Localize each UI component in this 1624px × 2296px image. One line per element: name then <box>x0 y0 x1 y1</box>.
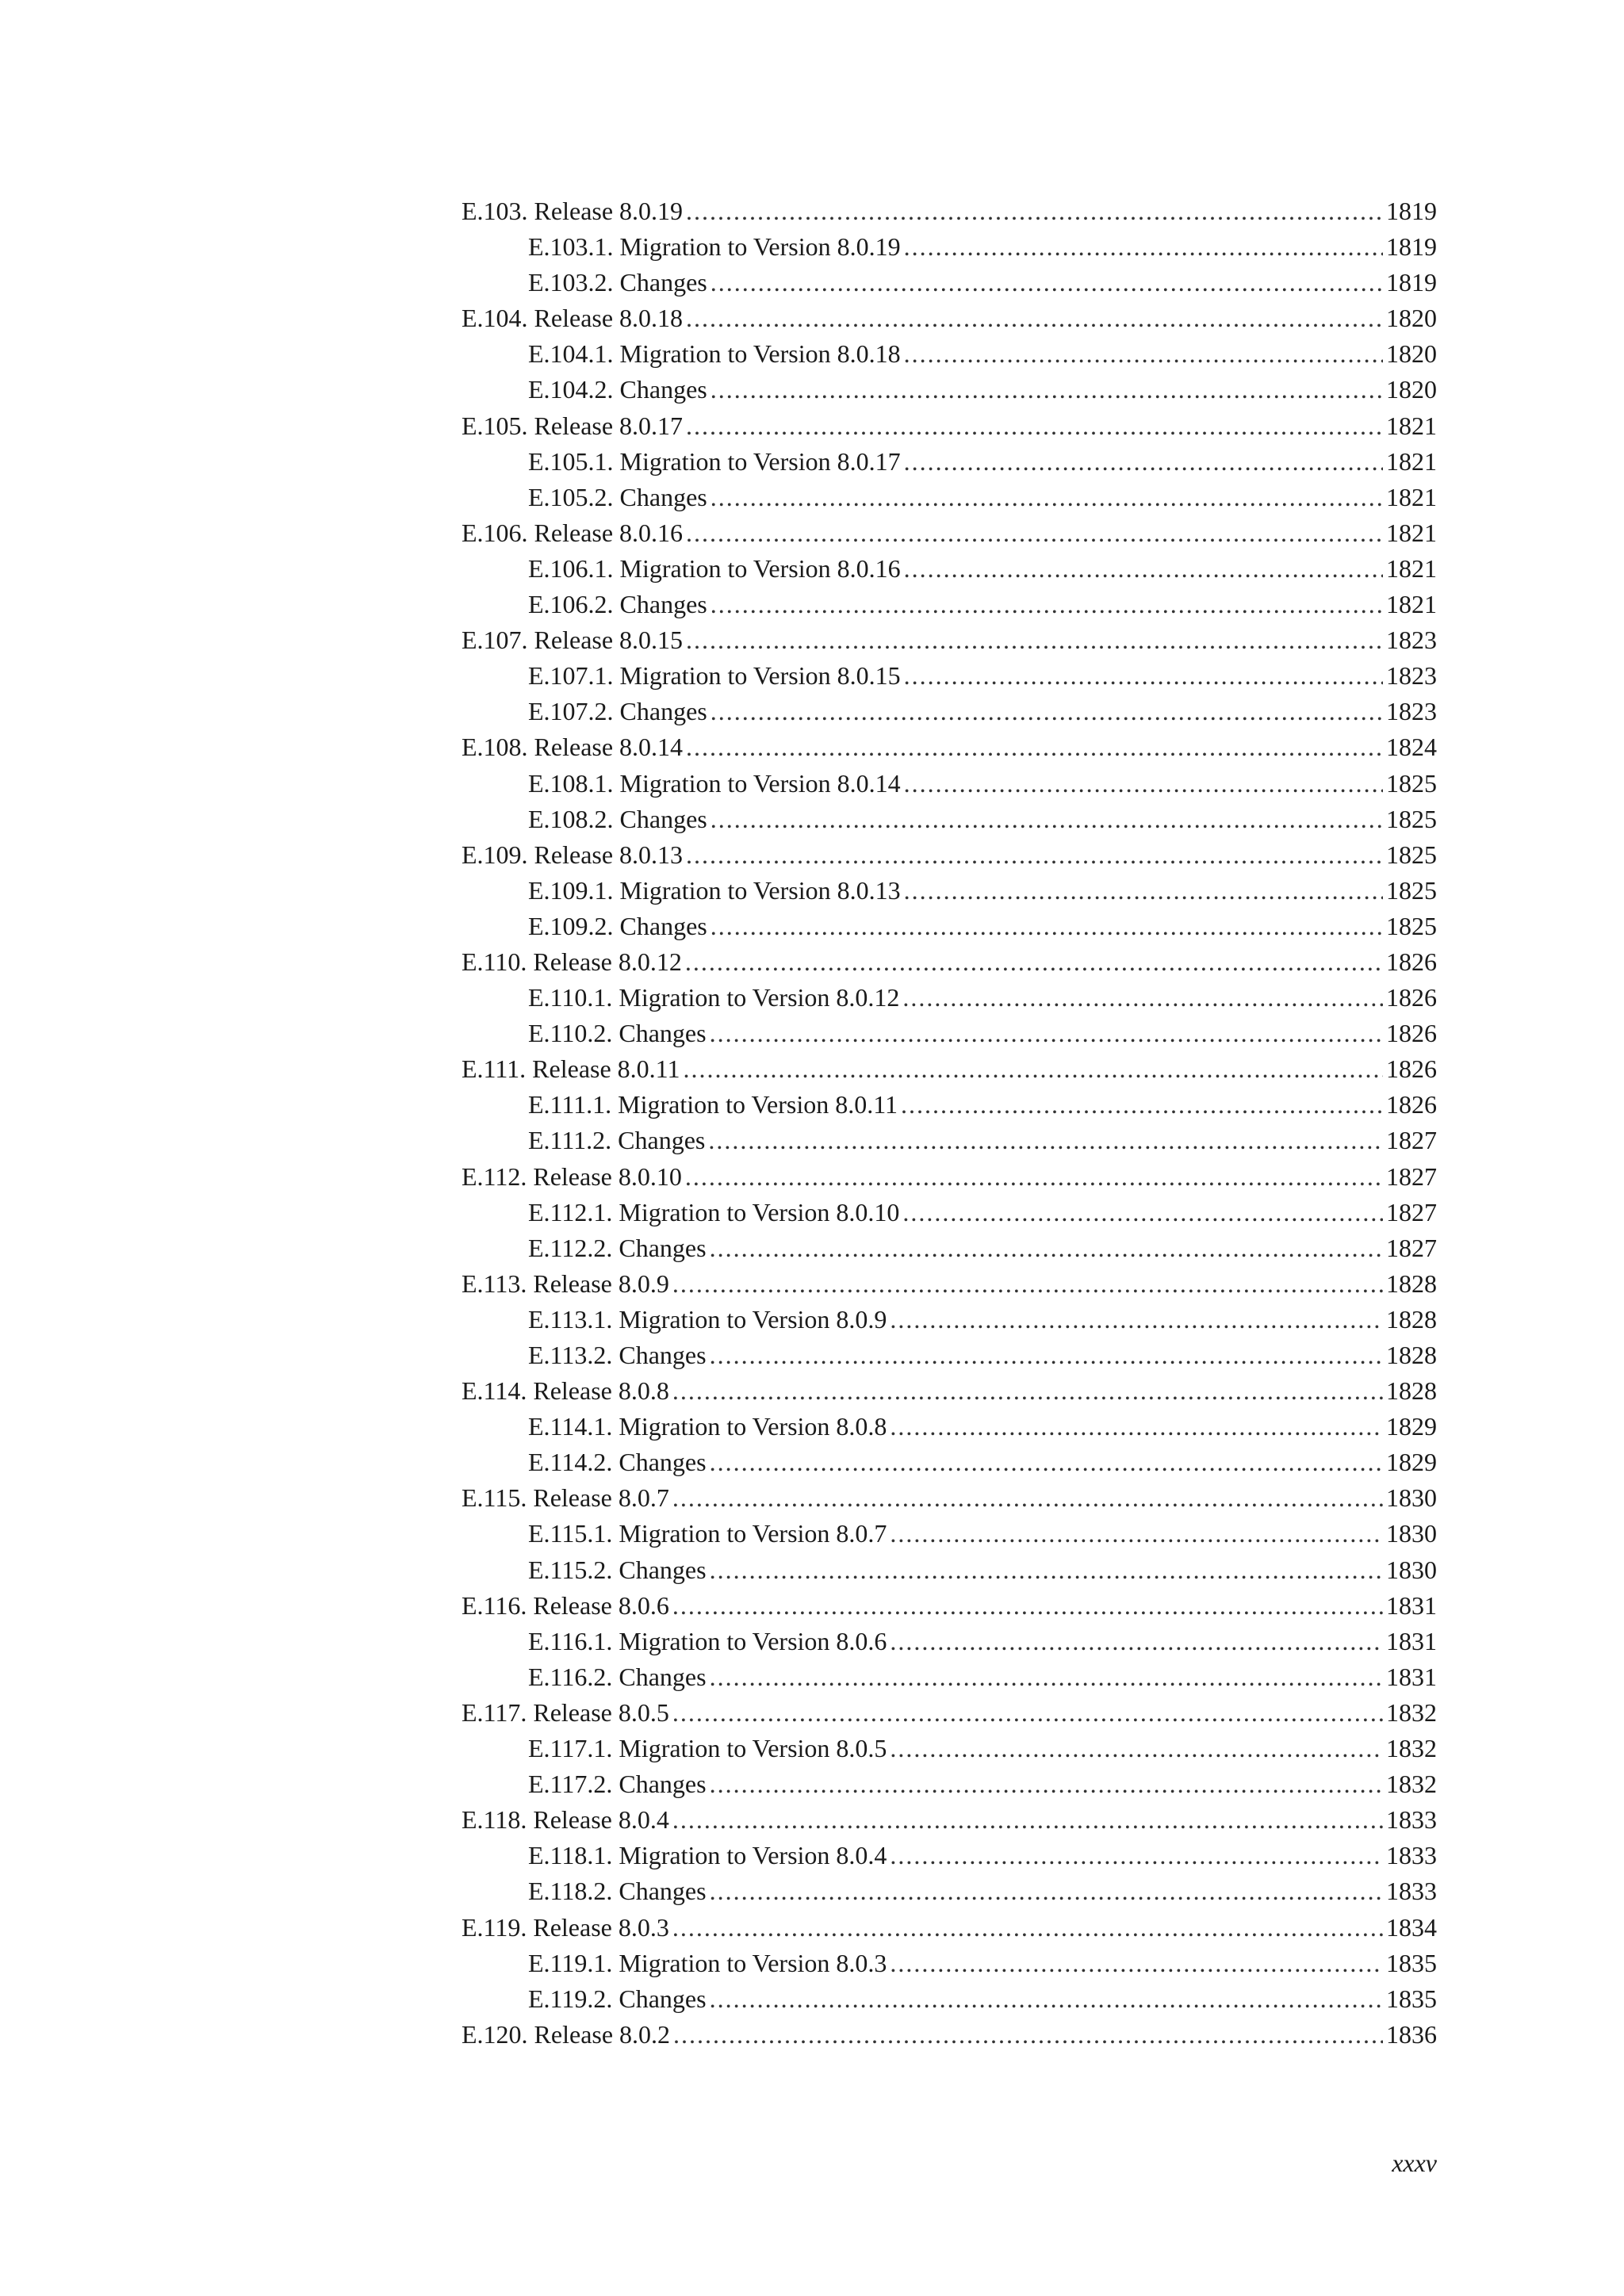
toc-entry[interactable] <box>462 1159 1437 1195</box>
toc-entry-label: E.118. Release 8.0.4 <box>462 1805 669 1835</box>
toc-entry-label: E.118.1. Migration to Version 8.0.4 <box>528 1841 887 1870</box>
toc-subentry[interactable] <box>462 336 1437 372</box>
toc-subentry[interactable] <box>462 265 1437 300</box>
toc-entry-page: 1826 <box>1386 947 1437 976</box>
toc-entry-page: 1828 <box>1386 1304 1437 1334</box>
toc-entry-page: 1836 <box>1386 2019 1437 2049</box>
toc-subentry[interactable] <box>462 873 1437 909</box>
toc-entry-label: E.107.1. Migration to Version 8.0.15 <box>528 661 901 691</box>
toc-subentry[interactable] <box>462 1946 1437 1981</box>
toc-entry-page: 1828 <box>1386 1341 1437 1369</box>
toc-entry-page: 1826 <box>1386 1090 1437 1119</box>
toc-entry-label: E.109.2. Changes <box>528 911 707 940</box>
toc-entry[interactable] <box>462 1266 1437 1302</box>
dot-leader <box>890 1838 1383 1873</box>
dot-leader <box>672 1695 1383 1731</box>
toc-entry-label: E.111. Release 8.0.11 <box>462 1054 680 1084</box>
toc-entry-page: 1833 <box>1386 1805 1437 1835</box>
toc-entry-page: 1827 <box>1386 1197 1437 1226</box>
toc-entry-label: E.119. Release 8.0.3 <box>462 1912 669 1942</box>
toc-subentry[interactable] <box>462 1087 1437 1123</box>
toc-entry-page: 1829 <box>1386 1448 1437 1477</box>
dot-leader <box>685 944 1383 980</box>
toc-entry-label: E.103.2. Changes <box>528 268 707 297</box>
dot-leader <box>672 1802 1383 1838</box>
toc-entry-page: 1827 <box>1386 1126 1437 1155</box>
toc-subentry[interactable] <box>462 1731 1437 1766</box>
dot-leader <box>686 408 1383 444</box>
toc-entry-page: 1825 <box>1386 911 1437 940</box>
toc-entry-label: E.111.1. Migration to Version 8.0.11 <box>528 1090 898 1119</box>
toc-entry-label: E.108.1. Migration to Version 8.0.14 <box>528 768 901 798</box>
toc-subentry[interactable] <box>462 980 1437 1016</box>
dot-leader <box>904 336 1383 372</box>
toc-entry-label: E.105. Release 8.0.17 <box>462 411 684 440</box>
toc-entry-page: 1833 <box>1386 1877 1437 1906</box>
toc-entry-label: E.115. Release 8.0.7 <box>462 1483 669 1513</box>
dot-leader <box>672 1373 1383 1409</box>
toc-entry-label: E.115.2. Changes <box>528 1555 707 1584</box>
toc-subentry[interactable] <box>462 1123 1437 1158</box>
toc-entry-label: E.107.2. Changes <box>528 697 707 726</box>
dot-leader <box>710 587 1383 622</box>
toc-entry[interactable] <box>462 1480 1437 1516</box>
toc-entry-page: 1821 <box>1386 446 1437 476</box>
dot-leader <box>890 1409 1383 1445</box>
toc-entry-label: E.109. Release 8.0.13 <box>462 840 684 869</box>
toc-entry[interactable] <box>462 1051 1437 1087</box>
toc-entry[interactable] <box>462 515 1437 551</box>
toc-subentry[interactable] <box>462 1552 1437 1588</box>
dot-leader <box>710 1873 1383 1909</box>
toc-entry-label: E.110.2. Changes <box>528 1019 707 1048</box>
toc-entry-page: 1834 <box>1386 1912 1437 1942</box>
toc-subentry[interactable] <box>462 372 1437 408</box>
toc-entry-page: 1825 <box>1386 804 1437 833</box>
dot-leader <box>902 980 1383 1016</box>
toc-subentry[interactable] <box>462 1516 1437 1552</box>
toc-entry-page: 1820 <box>1386 304 1437 333</box>
toc-entry-label: E.117.1. Migration to Version 8.0.5 <box>528 1734 887 1763</box>
dot-leader <box>686 729 1383 765</box>
toc-entry[interactable] <box>462 1588 1437 1624</box>
toc-entry-label: E.105.2. Changes <box>528 482 707 511</box>
toc-entry-label: E.105.1. Migration to Version 8.0.17 <box>528 446 901 476</box>
toc-subentry[interactable] <box>462 1873 1437 1909</box>
dot-leader <box>710 694 1383 729</box>
toc-entry-label: E.114.1. Migration to Version 8.0.8 <box>528 1412 887 1441</box>
dot-leader <box>683 1051 1383 1087</box>
toc-entry[interactable] <box>462 944 1437 980</box>
dot-leader <box>890 1302 1383 1337</box>
toc-entry-page: 1826 <box>1386 1019 1437 1048</box>
dot-leader <box>710 480 1383 515</box>
dot-leader <box>710 1766 1383 1802</box>
toc-entry-page: 1830 <box>1386 1555 1437 1584</box>
toc-subentry[interactable] <box>462 1981 1437 2017</box>
dot-leader <box>710 1337 1383 1373</box>
dot-leader <box>710 1552 1383 1588</box>
toc-entry-label: E.116. Release 8.0.6 <box>462 1590 669 1620</box>
toc-entry-label: E.115.1. Migration to Version 8.0.7 <box>528 1519 887 1548</box>
toc-entry-page: 1825 <box>1386 875 1437 905</box>
toc-entry-page: 1825 <box>1386 768 1437 798</box>
toc-entry-page: 1821 <box>1386 482 1437 511</box>
toc-entry[interactable] <box>462 193 1437 229</box>
toc-subentry[interactable] <box>462 658 1437 694</box>
toc-entry[interactable] <box>462 1802 1437 1838</box>
dot-leader <box>710 909 1383 944</box>
table-of-contents <box>462 193 1437 2053</box>
toc-entry[interactable] <box>462 1910 1437 1946</box>
dot-leader <box>672 1266 1383 1302</box>
toc-entry-label: E.110.1. Migration to Version 8.0.12 <box>528 983 900 1012</box>
toc-subentry[interactable] <box>462 1409 1437 1445</box>
toc-entry-page: 1820 <box>1386 339 1437 369</box>
toc-entry-label: E.116.2. Changes <box>528 1662 707 1691</box>
toc-entry-label: E.106.2. Changes <box>528 590 707 619</box>
dot-leader <box>686 515 1383 551</box>
toc-entry-page: 1826 <box>1386 983 1437 1012</box>
dot-leader <box>686 193 1383 229</box>
toc-entry-page: 1819 <box>1386 197 1437 225</box>
toc-entry-label: E.117. Release 8.0.5 <box>462 1697 669 1727</box>
toc-entry-label: E.111.2. Changes <box>528 1126 706 1155</box>
dot-leader <box>672 1480 1383 1516</box>
toc-entry-label: E.103.1. Migration to Version 8.0.19 <box>528 232 901 262</box>
toc-subentry[interactable] <box>462 551 1437 587</box>
toc-entry[interactable] <box>462 1695 1437 1731</box>
dot-leader <box>904 229 1383 265</box>
toc-entry-page: 1821 <box>1386 411 1437 440</box>
toc-entry-label: E.113.2. Changes <box>528 1341 707 1369</box>
toc-entry-label: E.107. Release 8.0.15 <box>462 626 684 655</box>
dot-leader <box>710 1981 1383 2017</box>
toc-subentry[interactable] <box>462 587 1437 622</box>
toc-subentry[interactable] <box>462 1766 1437 1802</box>
toc-subentry[interactable] <box>462 1230 1437 1266</box>
toc-subentry[interactable] <box>462 1016 1437 1051</box>
toc-entry-page: 1833 <box>1386 1841 1437 1870</box>
toc-entry-label: E.120. Release 8.0.2 <box>462 2019 671 2049</box>
toc-entry-label: E.112. Release 8.0.10 <box>462 1161 682 1191</box>
dot-leader <box>710 1230 1383 1266</box>
dot-leader <box>710 265 1383 300</box>
dot-leader <box>904 551 1383 587</box>
toc-entry-page: 1832 <box>1386 1770 1437 1799</box>
dot-leader <box>890 1731 1383 1766</box>
toc-entry[interactable] <box>462 729 1437 765</box>
toc-entry-page: 1823 <box>1386 697 1437 726</box>
toc-entry[interactable] <box>462 622 1437 658</box>
toc-entry-label: E.104.2. Changes <box>528 375 707 404</box>
toc-entry-label: E.118.2. Changes <box>528 1877 707 1906</box>
toc-entry-page: 1819 <box>1386 232 1437 262</box>
dot-leader <box>685 1159 1383 1195</box>
dot-leader <box>672 1910 1383 1946</box>
toc-entry-label: E.109.1. Migration to Version 8.0.13 <box>528 875 901 905</box>
toc-entry-page: 1823 <box>1386 626 1437 655</box>
toc-entry-page: 1825 <box>1386 840 1437 869</box>
toc-entry-label: E.106. Release 8.0.16 <box>462 518 684 547</box>
toc-entry-page: 1827 <box>1386 1161 1437 1191</box>
dot-leader <box>904 873 1383 909</box>
toc-subentry[interactable] <box>462 694 1437 729</box>
dot-leader <box>710 1445 1383 1480</box>
toc-entry-label: E.116.1. Migration to Version 8.0.6 <box>528 1626 887 1655</box>
dot-leader <box>710 802 1383 837</box>
dot-leader <box>904 444 1383 480</box>
dot-leader <box>673 2017 1383 2053</box>
toc-subentry[interactable] <box>462 909 1437 944</box>
dot-leader <box>890 1516 1383 1552</box>
toc-subentry[interactable] <box>462 1659 1437 1695</box>
toc-entry-page: 1831 <box>1386 1590 1437 1620</box>
toc-subentry[interactable] <box>462 444 1437 480</box>
dot-leader <box>708 1123 1383 1158</box>
toc-entry-label: E.110. Release 8.0.12 <box>462 947 682 976</box>
toc-entry-label: E.103. Release 8.0.19 <box>462 197 684 225</box>
toc-entry-label: E.119.1. Migration to Version 8.0.3 <box>528 1948 887 1977</box>
toc-entry-page: 1826 <box>1386 1054 1437 1084</box>
toc-entry-page: 1828 <box>1386 1269 1437 1298</box>
toc-entry-page: 1827 <box>1386 1233 1437 1262</box>
toc-entry-page: 1821 <box>1386 518 1437 547</box>
toc-subentry[interactable] <box>462 1195 1437 1230</box>
dot-leader <box>710 1016 1383 1051</box>
toc-entry-page: 1828 <box>1386 1376 1437 1406</box>
toc-entry-label: E.112.1. Migration to Version 8.0.10 <box>528 1197 900 1226</box>
dot-leader <box>672 1588 1383 1624</box>
dot-leader <box>890 1624 1383 1659</box>
toc-entry-page: 1835 <box>1386 1984 1437 2013</box>
toc-subentry[interactable] <box>462 1624 1437 1659</box>
toc-entry-page: 1821 <box>1386 590 1437 619</box>
dot-leader <box>890 1946 1383 1981</box>
toc-subentry[interactable] <box>462 766 1437 802</box>
toc-entry-page: 1819 <box>1386 268 1437 297</box>
toc-entry-label: E.119.2. Changes <box>528 1984 707 2013</box>
toc-entry-page: 1830 <box>1386 1483 1437 1513</box>
toc-entry-label: E.113. Release 8.0.9 <box>462 1269 669 1298</box>
toc-entry-label: E.108.2. Changes <box>528 804 707 833</box>
toc-entry[interactable] <box>462 837 1437 873</box>
toc-entry[interactable] <box>462 2017 1437 2053</box>
toc-entry-page: 1820 <box>1386 375 1437 404</box>
toc-entry-page: 1832 <box>1386 1697 1437 1727</box>
dot-leader <box>686 837 1383 873</box>
toc-entry-label: E.114. Release 8.0.8 <box>462 1376 669 1406</box>
toc-entry-page: 1823 <box>1386 661 1437 691</box>
toc-entry-label: E.114.2. Changes <box>528 1448 707 1477</box>
dot-leader <box>710 1659 1383 1695</box>
toc-entry-label: E.112.2. Changes <box>528 1233 707 1262</box>
toc-subentry[interactable] <box>462 229 1437 265</box>
dot-leader <box>686 622 1383 658</box>
toc-entry-label: E.113.1. Migration to Version 8.0.9 <box>528 1304 887 1334</box>
dot-leader <box>902 1195 1383 1230</box>
toc-entry-page: 1831 <box>1386 1626 1437 1655</box>
toc-entry-page: 1835 <box>1386 1948 1437 1977</box>
toc-subentry[interactable] <box>462 1445 1437 1480</box>
toc-entry-page: 1821 <box>1386 553 1437 583</box>
toc-entry-label: E.104.1. Migration to Version 8.0.18 <box>528 339 901 369</box>
dot-leader <box>904 658 1383 694</box>
toc-entry-label: E.117.2. Changes <box>528 1770 707 1799</box>
toc-entry-page: 1829 <box>1386 1412 1437 1441</box>
toc-subentry[interactable] <box>462 802 1437 837</box>
toc-entry[interactable] <box>462 1373 1437 1409</box>
page-number: xxxv <box>1392 2149 1437 2177</box>
toc-entry-page: 1830 <box>1386 1519 1437 1548</box>
toc-entry[interactable] <box>462 300 1437 336</box>
toc-subentry[interactable] <box>462 1838 1437 1873</box>
dot-leader <box>686 300 1383 336</box>
toc-entry-label: E.106.1. Migration to Version 8.0.16 <box>528 553 901 583</box>
toc-entry-page: 1824 <box>1386 733 1437 762</box>
toc-entry-page: 1832 <box>1386 1734 1437 1763</box>
toc-subentry[interactable] <box>462 480 1437 515</box>
toc-entry[interactable] <box>462 408 1437 444</box>
toc-subentry[interactable] <box>462 1302 1437 1337</box>
dot-leader <box>901 1087 1383 1123</box>
toc-subentry[interactable] <box>462 1337 1437 1373</box>
toc-entry-page: 1831 <box>1386 1662 1437 1691</box>
toc-entry-label: E.104. Release 8.0.18 <box>462 304 684 333</box>
toc-entry-label: E.108. Release 8.0.14 <box>462 733 684 762</box>
dot-leader <box>904 766 1383 802</box>
dot-leader <box>710 372 1383 408</box>
